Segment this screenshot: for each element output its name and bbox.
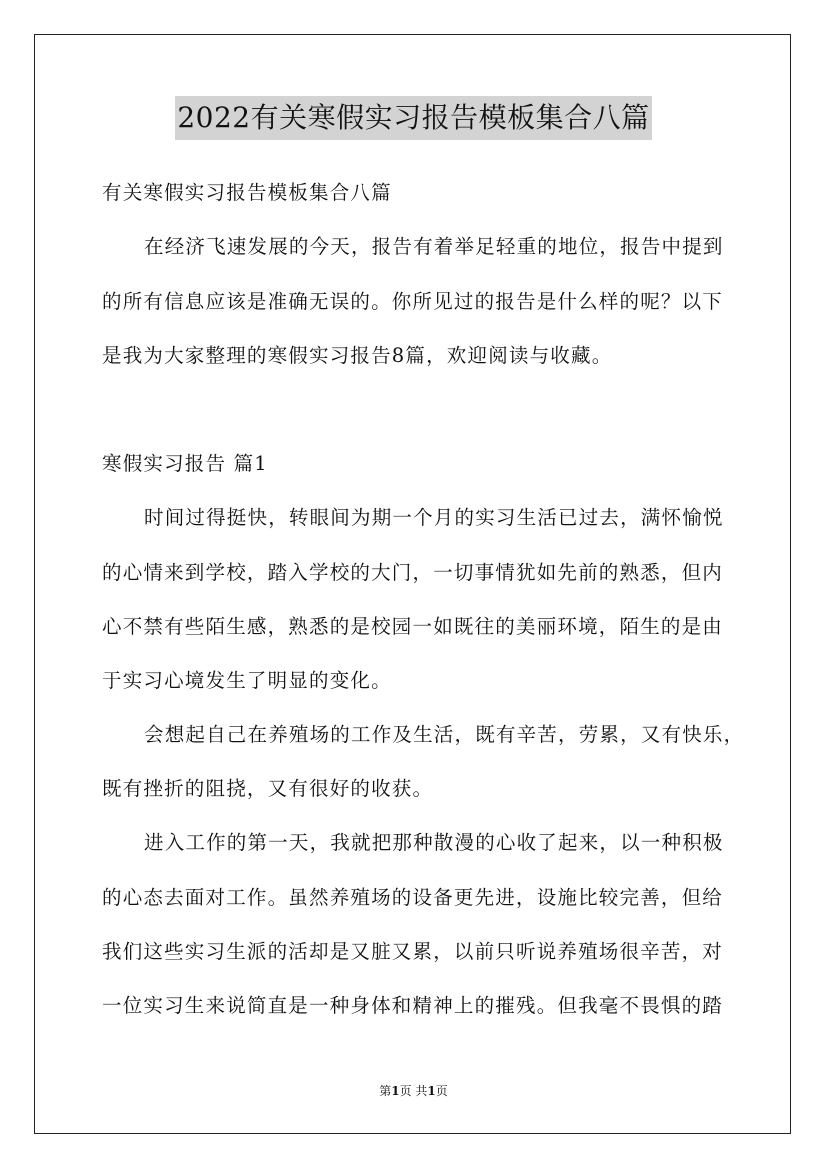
document-subtitle: 有关寒假实习报告模板集合八篇 <box>102 181 392 204</box>
paragraph-line: 一位实习生来说简直是一种身体和精神上的摧残。但我毫不畏惧的踏 <box>102 994 724 1017</box>
paragraph-line: 进入工作的第一天，我就把那种散漫的心收了起来，以一种积极 <box>144 831 724 854</box>
page-footer <box>0 1083 827 1099</box>
paragraph-line: 的心态去面对工作。虽然养殖场的设备更先进，设施比较完善，但给 <box>102 886 724 909</box>
paragraph-line: 于实习心境发生了明显的变化。 <box>102 669 392 692</box>
title-wrap <box>0 96 827 140</box>
paragraph-line: 的心情来到学校，踏入学校的大门，一切事情犹如先前的熟悉，但内 <box>102 561 724 584</box>
paragraph-line: 会想起自己在养殖场的工作及生活，既有辛苦，劳累，又有快乐， <box>144 723 745 746</box>
paragraph-line: 心不禁有些陌生感，熟悉的是校园一如既往的美丽环境，陌生的是由 <box>102 615 724 638</box>
footer-page-total: 1 <box>427 1084 436 1098</box>
section-heading: 寒假实习报告 篇1 <box>102 452 268 475</box>
paragraph-line: 的所有信息应该是准确无误的。你所见过的报告是什么样的呢？以下 <box>102 290 724 313</box>
paragraph-line: 在经济飞速发展的今天，报告有着举足轻重的地位，报告中提到 <box>144 235 724 258</box>
footer-suffix: 页 <box>435 1084 448 1098</box>
footer-page-current: 1 <box>391 1084 400 1098</box>
paragraph-line: 我们这些实习生派的活却是又脏又累，以前只听说养殖场很辛苦，对 <box>102 940 724 963</box>
document-title: 2022有关寒假实习报告模板集合八篇 <box>175 96 651 140</box>
paragraph-line: 是我为大家整理的寒假实习报告8篇，欢迎阅读与收藏。 <box>102 344 613 367</box>
paragraph-line: 时间过得挺快，转眼间为期一个月的实习生活已过去，满怀愉悦 <box>144 506 724 529</box>
paragraph-line: 既有挫折的阻挠，又有很好的收获。 <box>102 777 434 800</box>
footer-prefix: 第 <box>379 1084 392 1098</box>
footer-mid: 页 共 <box>399 1084 428 1098</box>
